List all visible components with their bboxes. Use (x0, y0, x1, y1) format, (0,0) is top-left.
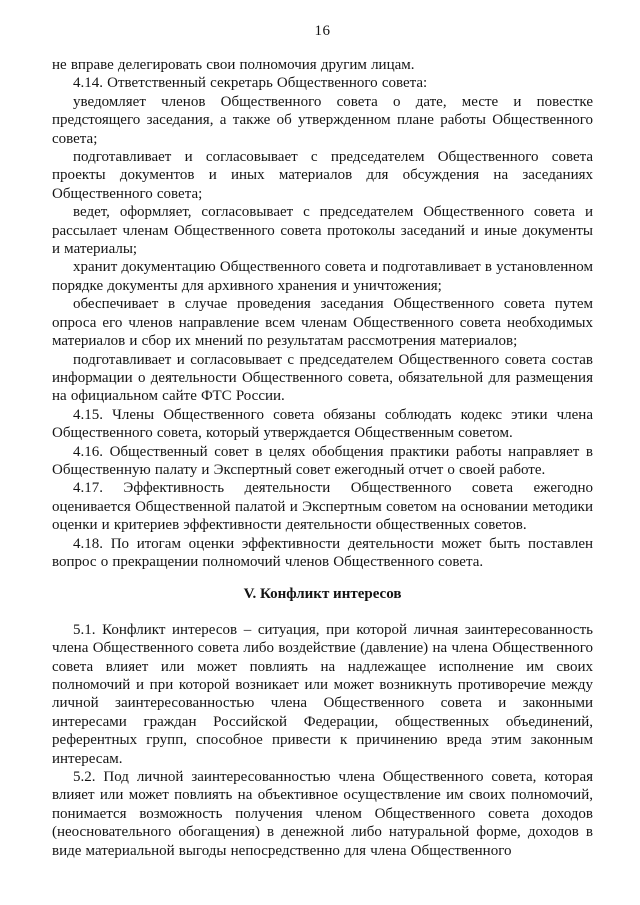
paragraph-4-15: 4.15. Члены Общественного совета обязаны соблюдать кодекс этики члена Общественного совета, который утверждается Общественным советом. (52, 406, 593, 442)
paragraph-continuation: не вправе делегировать свои полномочия другим лицам. (52, 57, 415, 73)
paragraph-4-14: 4.14. Ответственный секретарь Общественного совета: (73, 75, 428, 92)
paragraph-4-14-item-archive: хранит документацию Общественного совета и подготавливает в установленном порядке документы для архивного хранения и уничтожения; (52, 259, 593, 294)
paragraph-5-1: 5.1. Конфликт интересов – ситуация, при которой личная заинтересованность члена Общественного совета либо воздействие (давление) на члена Общественного совета влияет или может повлиять на надлежащее исполнение им своих полномочий и при которой возникает или может возникнуть противоречие между личной заинтересованностью члена Общественного совета и законными интересами граждан Российской Федерации, общественных объединений, референтных групп, способное привести к причинению вреда этим законным интересам. (52, 621, 593, 767)
paragraph-4-14-item-prepare-drafts: подготавливает и согласовывает с председателем Общественного совета проекты документов и иных материалов для обсуждения на заседаниях Общественного совета; (52, 149, 593, 202)
paragraph-4-18: 4.18. По итогам оценки эффективности деятельности может быть поставлен вопрос о прекращении полномочий членов Общественного совета. (52, 535, 593, 570)
paragraph-4-14-item-notify: уведомляет членов Общественного совета о дате, месте и повестке предстоящего заседания, а также об утвержденном плане работы Общественного совета; (52, 93, 593, 147)
page-number: 16 (314, 23, 331, 39)
paragraph-4-16: 4.16. Общественный совет в целях обобщения практики работы направляет в Общественную палату и Экспертный совет ежегодный отчет о своей работе. (52, 443, 593, 478)
section-heading-conflict-of-interest: V. Конфликт интересов (243, 586, 402, 603)
paragraph-4-14-item-polling: обеспечивает в случае проведения заседания Общественного совета путем опроса его членов направление всем членам Общественного совета необходимых материалов и сбор их мнений по результатам рассмотрения материалов; (52, 296, 593, 350)
paragraph-4-17: 4.17. Эффективность деятельности Общественного совета ежегодно оценивается Общественной палатой и Экспертным советом на основании методики оценки и критериев эффективности деятельности общественных советов. (52, 480, 593, 534)
paragraph-4-14-item-site-info: подготавливает и согласовывает с председателем Общественного совета состав информации о деятельности Общественного совета, обязательной для размещения на официальном сайте ФТС России. (52, 351, 593, 405)
paragraph-5-2: 5.2. Под личной заинтересованностью члена Общественного совета, которая влияет или может повлиять на объективное осуществление им своих полномочий, понимается возможность получения членом Общественного совета доходов (неосновательного обогащения) в денежной либо натуральной форме, доходов в виде материальной выгоды непосредственно для члена Общественного (52, 769, 593, 859)
paragraph-4-14-item-protocols: ведет, оформляет, согласовывает с председателем Общественного совета и рассылает членам Общественного совета протоколы заседаний и иные документы и материалы; (52, 204, 593, 258)
